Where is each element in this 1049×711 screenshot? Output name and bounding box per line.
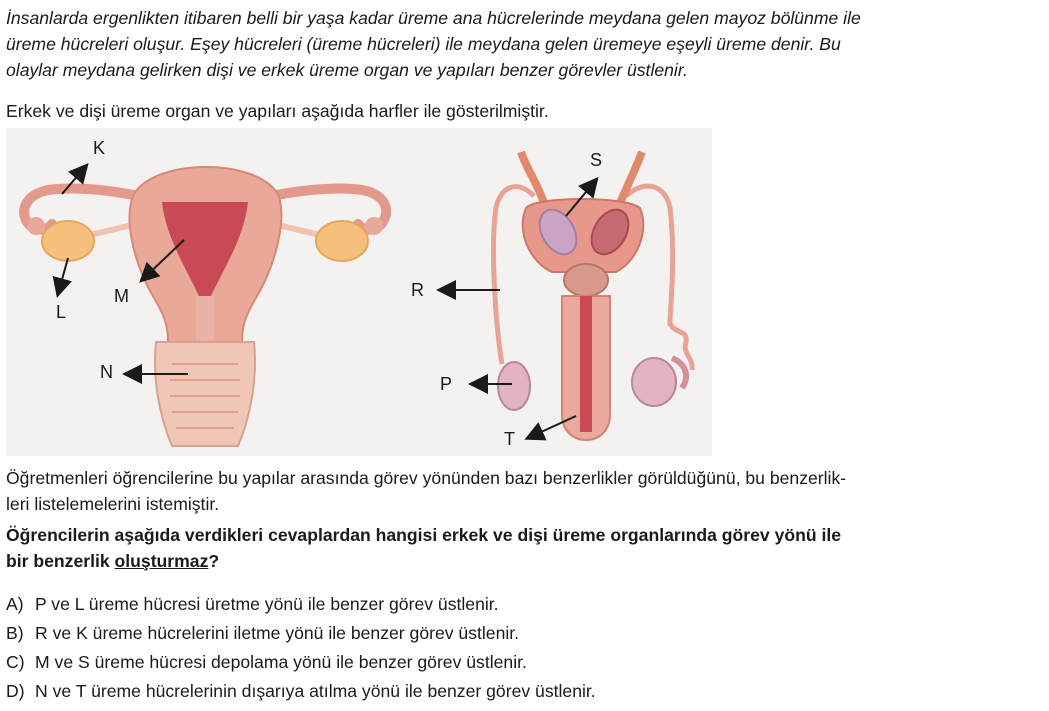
left-ovary [42, 221, 94, 261]
label-N: N [100, 362, 113, 382]
label-R: R [411, 280, 424, 300]
option-text: P ve L üreme hücresi üretme yönü ile benzer görev üstlenir. [35, 594, 499, 614]
right-testis [632, 358, 676, 406]
intro-line: İnsanlarda ergenlikten itibaren belli bir yaşa kadar üreme ana hücrelerinde meydana gelen mayoz bölünme ile [6, 8, 861, 28]
option-letter: B) [6, 623, 24, 643]
answer-options [6, 590, 596, 706]
option-text: R ve K üreme hücrelerini iletme yönü ile benzer görev üstlenir. [35, 623, 520, 643]
option-letter: A) [6, 594, 24, 614]
male-reproductive-illustration [411, 150, 692, 449]
left-testis [498, 362, 530, 410]
teacher-line: Öğretmenleri öğrencilerine bu yapılar arasında görev yönünden bazı benzerlikler görüldüğünü, bu benzerlik- [6, 468, 847, 488]
left-fimbriae [27, 217, 45, 235]
intro-line: üreme hücreleri oluşur. Eşey hücreleri (üreme hücreleri) ile meydana gelen üremeye eşeyli üreme denir. Bu [6, 34, 841, 54]
option-c[interactable] [6, 648, 596, 677]
question-line [6, 548, 1042, 574]
urethra [580, 296, 592, 432]
label-P: P [440, 374, 453, 394]
intro-line: olaylar meydana gelirken dişi ve erkek üreme organ ve yapıları benzer görevler üstlenir. [6, 60, 688, 80]
option-letter: D) [6, 681, 25, 701]
question-emphasis: oluşturmaz [114, 551, 209, 571]
option-a[interactable] [6, 590, 596, 619]
prostate [564, 264, 608, 296]
female-reproductive-illustration [24, 138, 386, 446]
option-text: N ve T üreme hücrelerinin dışarıya atılma yönü ile benzer görev üstlenir. [35, 681, 596, 701]
right-ovary [316, 221, 368, 261]
label-K: K [93, 138, 106, 158]
teacher-paragraph [6, 465, 1042, 517]
right-ureter [618, 152, 642, 208]
option-text: M ve S üreme hücresi depolama yönü ile benzer görev üstlenir. [35, 652, 527, 672]
option-d[interactable] [6, 677, 596, 706]
label-T: T [504, 429, 515, 449]
label-M: M [114, 286, 129, 306]
teacher-line: leri listelemelerini istemiştir. [6, 494, 220, 514]
right-fimbriae [365, 217, 383, 235]
vagina [155, 342, 255, 446]
question-stem [6, 522, 1042, 574]
question-text: bir benzerlik [6, 551, 115, 571]
arrow-L [58, 258, 68, 294]
question-line: Öğrencilerin aşağıda verdikleri cevaplardan hangisi erkek ve dişi üreme organlarında görev yönü ile [6, 525, 842, 545]
option-letter: C) [6, 652, 25, 672]
question-mark: ? [208, 551, 220, 571]
label-S: S [590, 150, 603, 170]
reproductive-organs-figure [6, 128, 712, 456]
instruction-text: Erkek ve dişi üreme organ ve yapıları aşağıda harfler ile gösterilmiştir. [6, 101, 549, 121]
option-b[interactable] [6, 619, 596, 648]
left-ureter [521, 152, 546, 208]
cervix [196, 296, 214, 346]
anatomy-illustration [6, 128, 712, 456]
label-L: L [56, 302, 67, 322]
intro-paragraph [6, 5, 1042, 83]
